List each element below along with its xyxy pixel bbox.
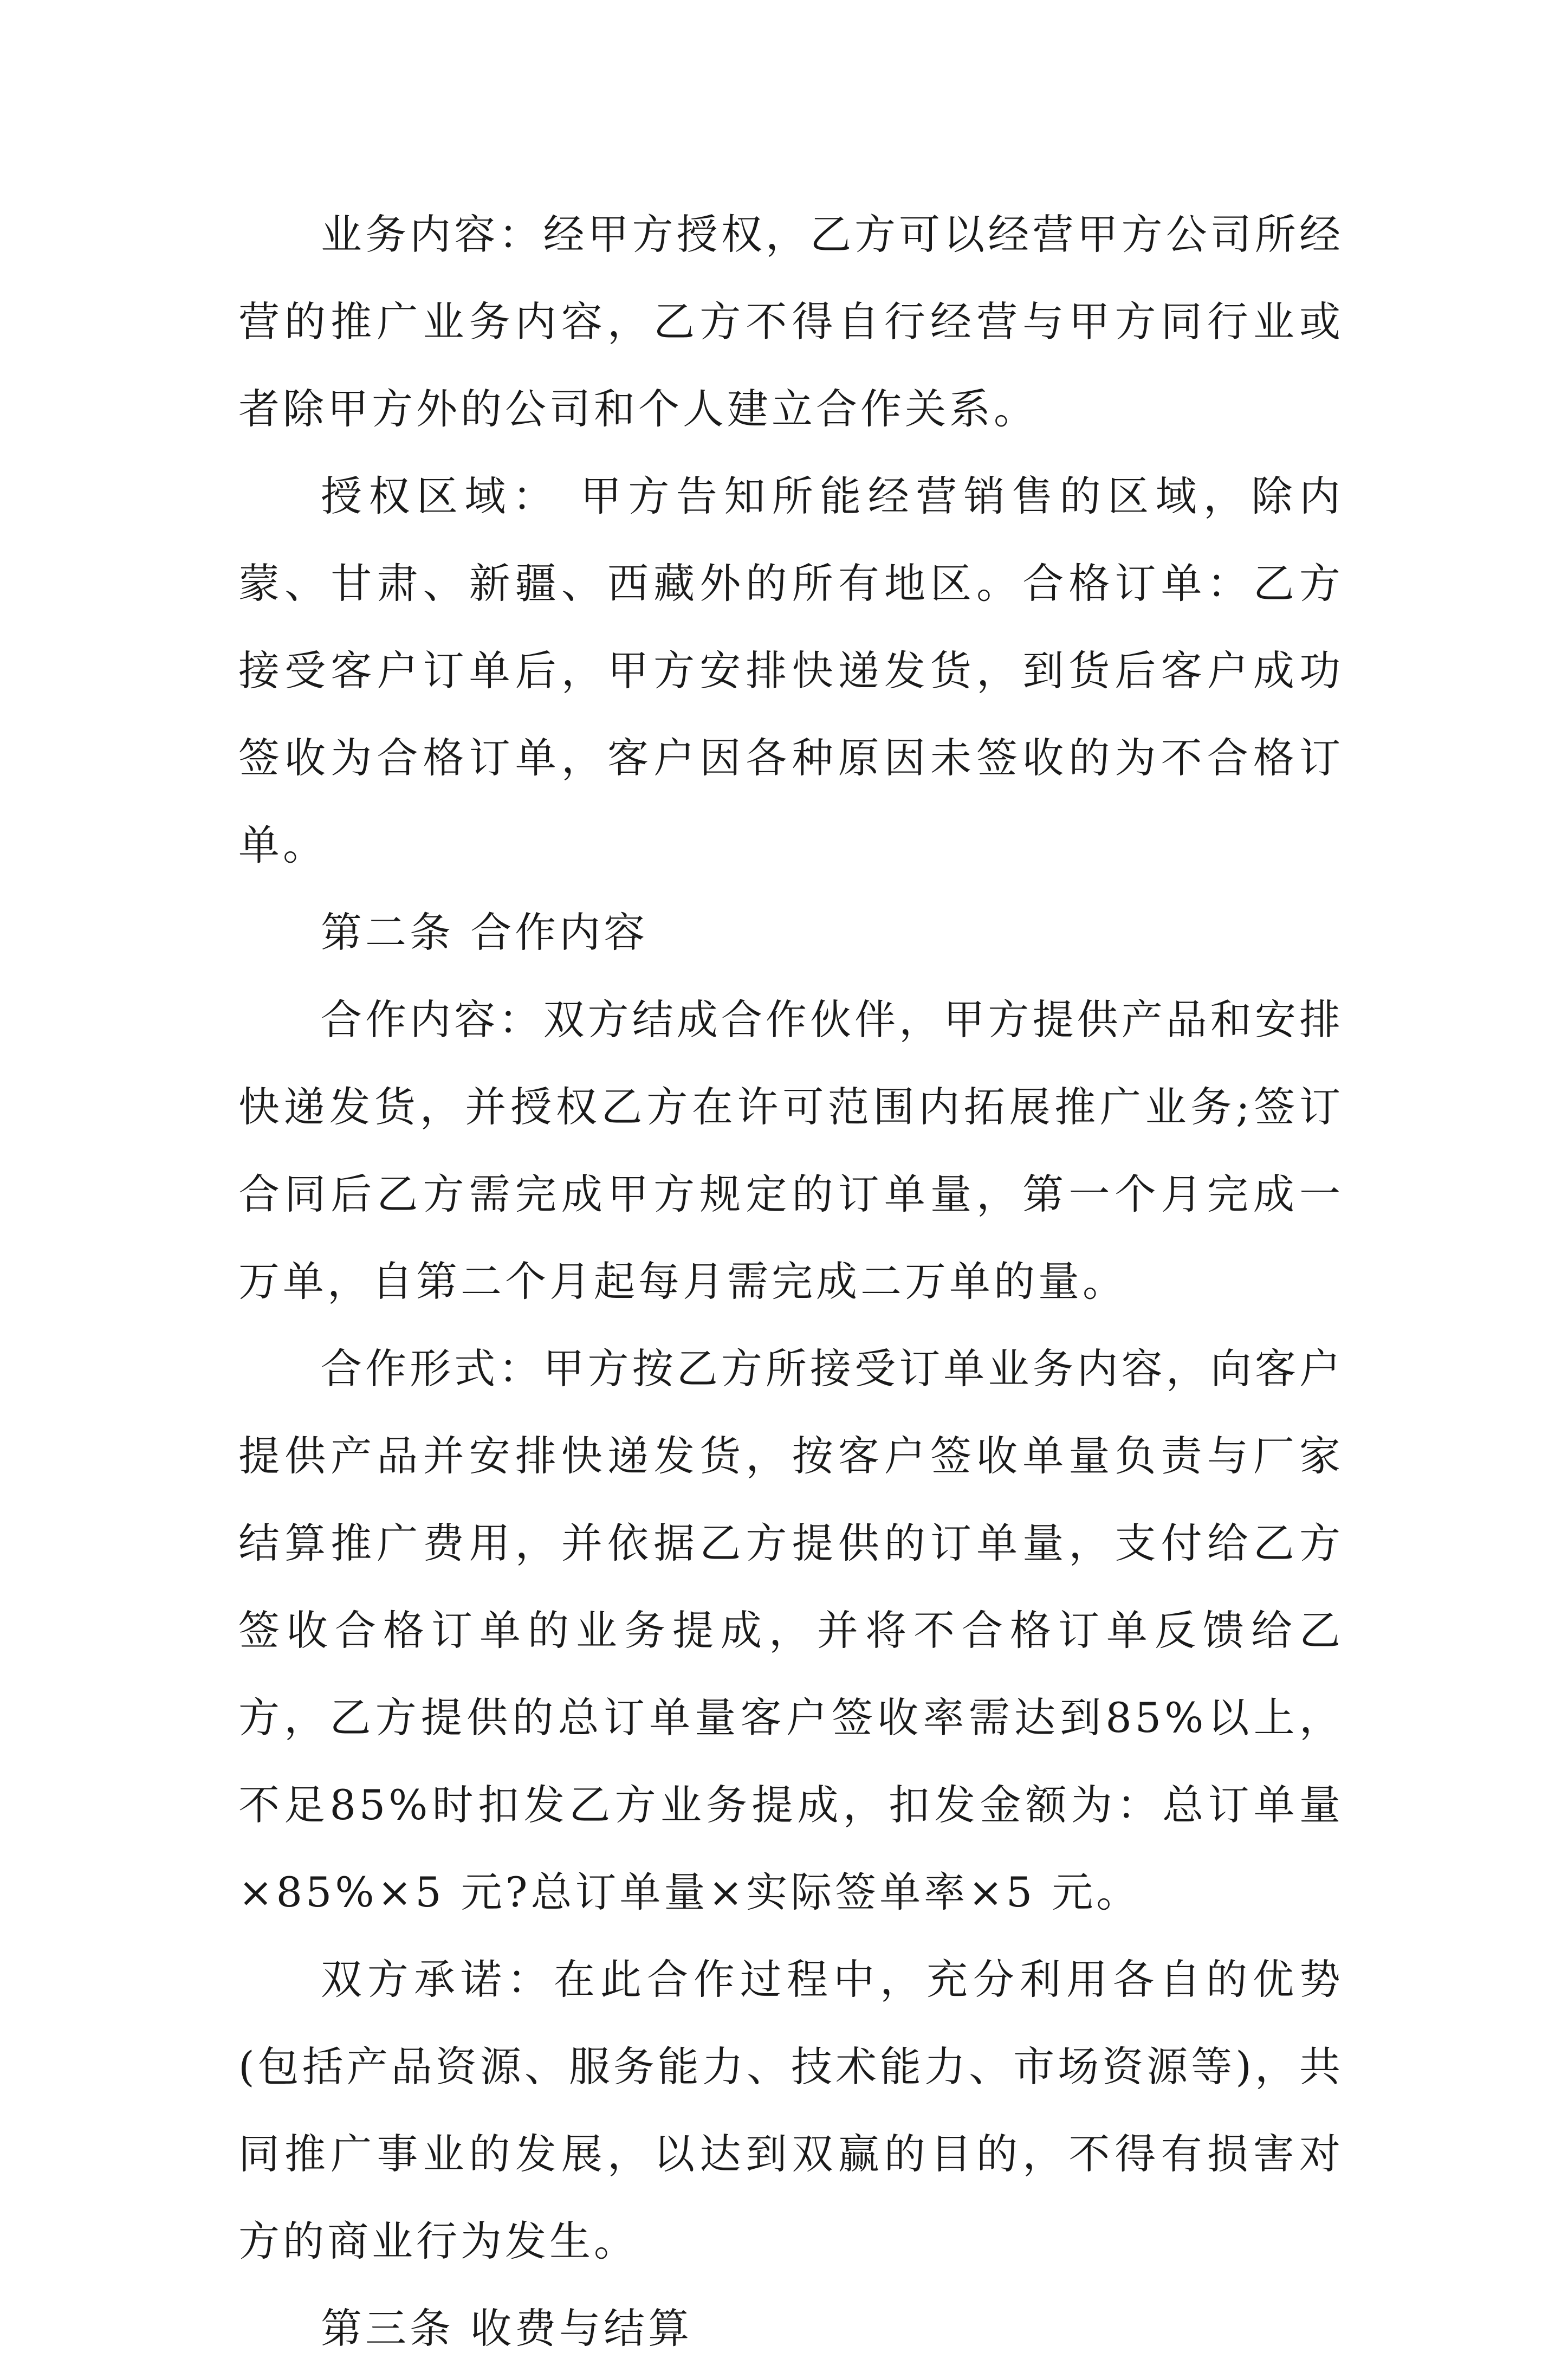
paragraph-mutual-commitment: 双方承诺：在此合作过程中，充分利用各自的优势(包括产品资源、服务能力、技术能力、市场资源等)，共同推广事业的发展，以达到双赢的目的，不得有损害对方的商业行为发生。 xyxy=(238,1955,1344,2265)
paragraph-cooperation-form: 合作形式：甲方按乙方所接受订单业务内容，向客户提供产品并安排快递发货，按客户签收单量负责与厂家结算推广费用，并依据乙方提供的订单量，支付给乙方签收合格订单的业务提成，并将不合格订单反馈给乙方，乙方提供的总订单量客户签收率需达到85%以上，不足85%时扣发乙方业务提成，扣发金额为：总订单量×85%×5 元?总订单量×实际签单率×5 元。 xyxy=(238,1345,1344,1916)
section-heading-article-3: 第三条 收费与结算 xyxy=(321,2304,693,2352)
section-heading-article-2: 第二条 合作内容 xyxy=(321,908,649,956)
paragraph-cooperation-content: 合作内容：双方结成合作伙伴，甲方提供产品和安排快递发货，并授权乙方在许可范围内拓展推广业务;签订合同后乙方需完成甲方规定的订单量，第一个月完成一万单，自第二个月起每月需完成二万单的量。 xyxy=(238,996,1344,1305)
paragraph-authorized-region: 授权区域： 甲方告知所能经营销售的区域，除内蒙、甘肃、新疆、西藏外的所有地区。合格订单：乙方接受客户订单后，甲方安排快递发货，到货后客户成功签收为合格订单，客户因各种原因未签收的为不合格订单。 xyxy=(238,472,1344,869)
paragraph-business-content: 业务内容：经甲方授权，乙方可以经营甲方公司所经营的推广业务内容，乙方不得自行经营与甲方同行业或者除甲方外的公司和个人建立合作关系。 xyxy=(238,210,1344,433)
document-body xyxy=(238,191,1344,2372)
